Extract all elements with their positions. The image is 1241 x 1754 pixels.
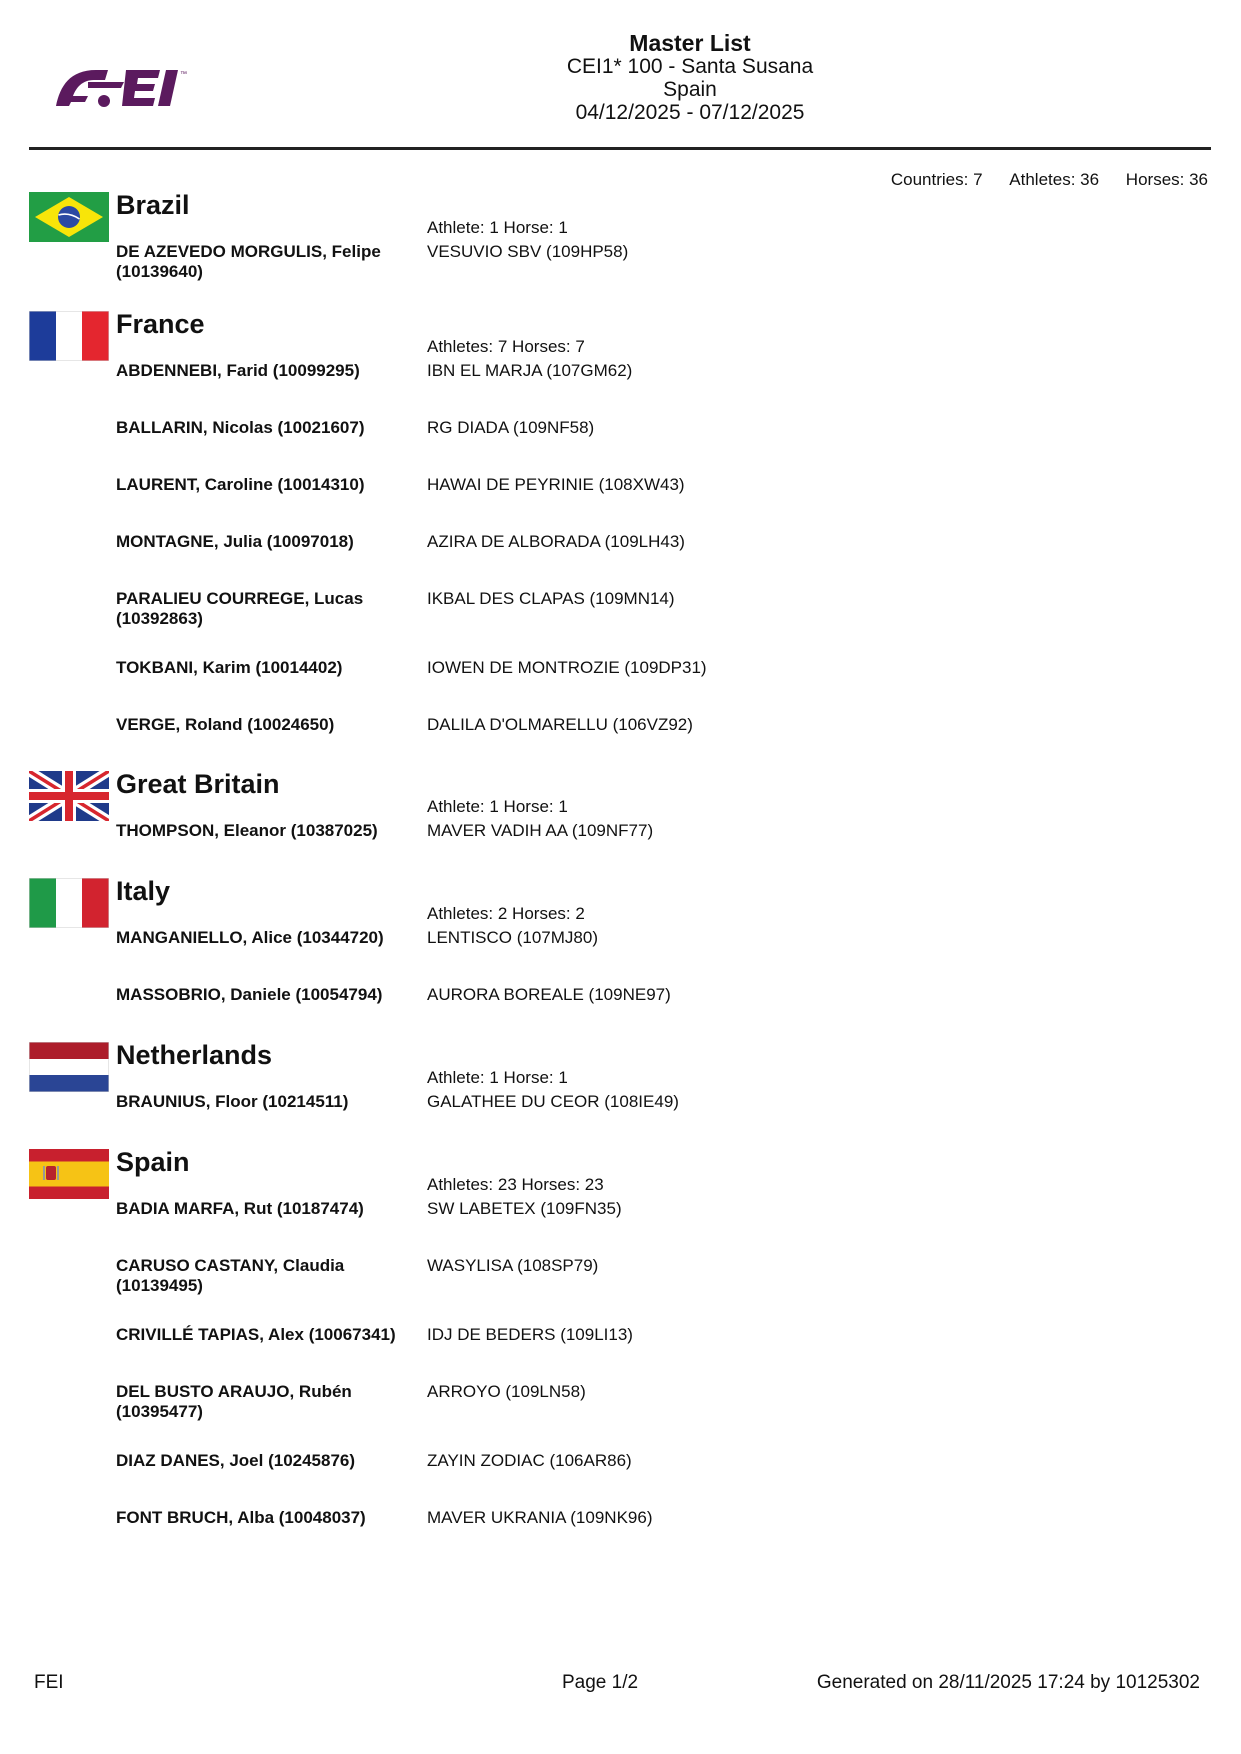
country-name: Italy [116,876,171,906]
report-header [430,32,950,124]
italy-flag [29,878,109,928]
athlete-name: FONT BRUCH, Alba (10048037) [116,1508,366,1527]
horse-name: AURORA BOREALE (109NE97) [427,985,671,1004]
country-count: Athletes: 7 Horses: 7 [427,337,585,356]
country-count: Athlete: 1 Horse: 1 [427,218,568,237]
athlete-name: PARALIEU COURREGE, Lucas (10392863) [116,589,364,628]
country-name: France [116,309,205,339]
athlete-name: DIAZ DANES, Joel (10245876) [116,1451,356,1470]
athlete-name: MONTAGNE, Julia (10097018) [116,532,354,551]
event-name: CEI1* 100 - Santa Susana [566,55,814,78]
athlete-name: DEL BUSTO ARAUJO, Rubén (10395477) [116,1382,352,1421]
totals-summary [869,170,1208,190]
horse-name: MAVER UKRANIA (109NK96) [427,1508,653,1527]
athlete-name: VERGE, Roland (10024650) [116,715,335,734]
generated-info: Generated on 28/11/2025 17:24 by 10125302 [816,1672,1200,1693]
horse-name: LENTISCO (107MJ80) [427,928,598,947]
country-count: Athlete: 1 Horse: 1 [427,797,568,816]
athlete-name: MASSOBRIO, Daniele (10054794) [116,985,383,1004]
athlete-name: LAURENT, Caroline (10014310) [116,475,365,494]
page-number: Page 1/2 [562,1672,639,1693]
country-count: Athletes: 23 Horses: 23 [427,1175,604,1194]
horse-name: GALATHEE DU CEOR (108IE49) [427,1092,679,1111]
country-name: Netherlands [116,1040,273,1070]
horse-name: ZAYIN ZODIAC (106AR86) [427,1451,632,1470]
horse-name: WASYLISA (108SP79) [427,1256,599,1275]
brazil-flag [29,192,109,242]
horse-name: ARROYO (109LN58) [427,1382,586,1401]
france-flag [29,311,109,361]
athlete-name: MANGANIELLO, Alice (10344720) [116,928,384,947]
horse-name: VESUVIO SBV (109HP58) [427,242,629,261]
countries-total: Countries: 7 [890,170,983,189]
athlete-name: THOMPSON, Eleanor (10387025) [116,821,378,840]
fei-logo [48,56,198,116]
event-country: Spain [663,78,717,101]
great-britain-flag [29,771,109,821]
athlete-name: ABDENNEBI, Farid (10099295) [116,361,360,380]
athlete-name: BRAUNIUS, Floor (10214511) [116,1092,349,1111]
athlete-name: CARUSO CASTANY, Claudia (10139495) [116,1256,345,1295]
horse-name: AZIRA DE ALBORADA (109LH43) [427,532,685,551]
horse-name: IOWEN DE MONTROZIE (109DP31) [427,658,707,677]
horse-name: HAWAI DE PEYRINIE (108XW43) [427,475,685,494]
athlete-name: BALLARIN, Nicolas (10021607) [116,418,365,437]
report-title: Master List [629,30,751,56]
event-dates: 04/12/2025 - 07/12/2025 [575,101,805,124]
horses-total: Horses: 36 [1125,170,1208,189]
horse-name: IKBAL DES CLAPAS (109MN14) [427,589,675,608]
horse-name: SW LABETEX (109FN35) [427,1199,622,1218]
athletes-total: Athletes: 36 [1009,170,1100,189]
header-divider [29,147,1211,150]
horse-name: DALILA D'OLMARELLU (106VZ92) [427,715,693,734]
country-count: Athletes: 2 Horses: 2 [427,904,585,923]
svg-text:™: ™ [180,71,187,78]
spain-flag [29,1149,109,1199]
country-name: Great Britain [116,769,280,799]
horse-name: IDJ DE BEDERS (109LI13) [427,1325,633,1344]
horse-name: RG DIADA (109NF58) [427,418,595,437]
country-name: Brazil [116,190,190,220]
country-count: Athlete: 1 Horse: 1 [427,1068,568,1087]
athlete-name: TOKBANI, Karim (10014402) [116,658,343,677]
athlete-name: BADIA MARFA, Rut (10187474) [116,1199,364,1218]
athlete-name: DE AZEVEDO MORGULIS, Felipe (10139640) [116,242,381,281]
horse-name: MAVER VADIH AA (109NF77) [427,821,654,840]
athlete-name: CRIVILLÉ TAPIAS, Alex (10067341) [116,1325,396,1344]
horse-name: IBN EL MARJA (107GM62) [427,361,633,380]
netherlands-flag [29,1042,109,1092]
country-name: Spain [116,1147,190,1177]
footer-organization: FEI [34,1672,64,1693]
